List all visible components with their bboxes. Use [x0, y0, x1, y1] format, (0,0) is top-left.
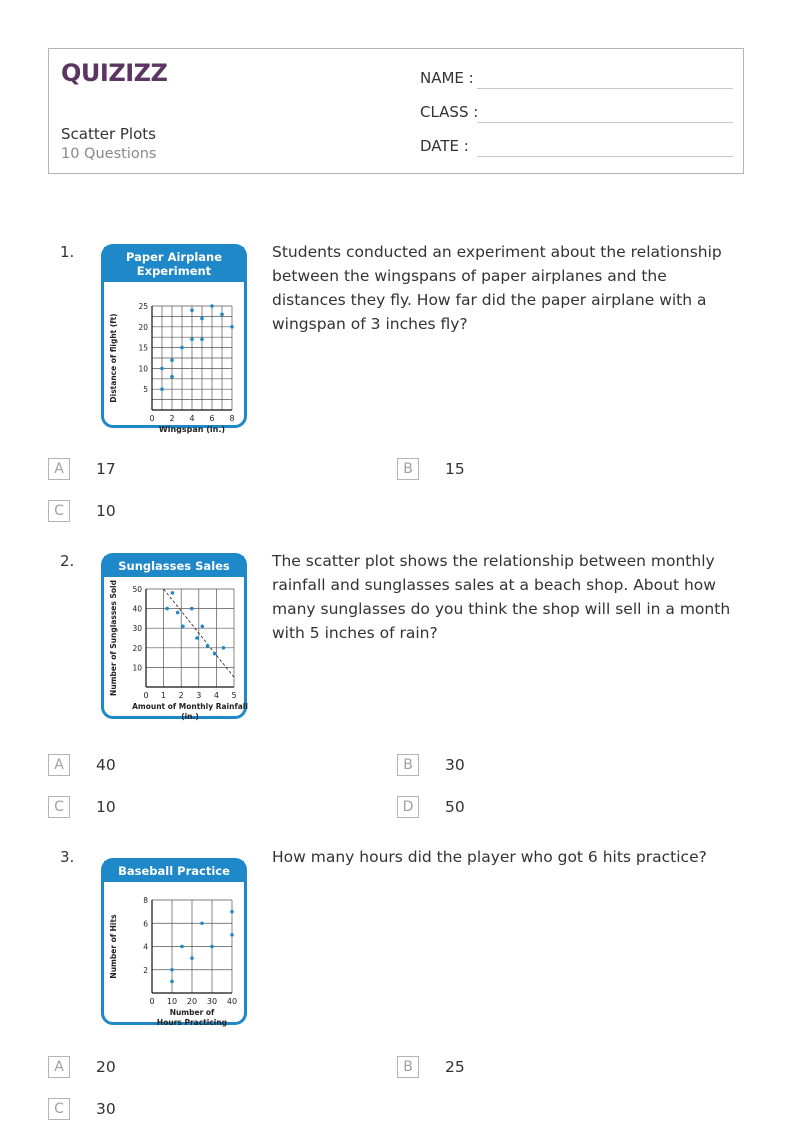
x-tick-label: 5	[231, 691, 237, 700]
y-tick-label: 50	[132, 585, 142, 594]
chart-card-baseball	[101, 858, 247, 1025]
x-tick-label: 4	[189, 414, 195, 423]
data-point	[210, 945, 214, 949]
x-axis-label-line2: Hours Practicing	[156, 1018, 228, 1027]
option-c-value[interactable]: 10	[96, 502, 116, 520]
x-axis-label-line2: (in.)	[181, 712, 199, 721]
chart-title: Baseball Practice	[104, 861, 244, 882]
y-tick-label: 6	[143, 919, 148, 929]
option-c-value[interactable]: 30	[96, 1100, 116, 1118]
data-point	[222, 646, 226, 650]
x-tick-label: 30	[206, 997, 218, 1006]
data-point	[170, 980, 174, 984]
x-tick-label: 1	[161, 691, 167, 700]
option-a-value[interactable]: 20	[96, 1058, 116, 1076]
question-number: 2.	[60, 552, 75, 570]
x-tick-label: 8	[229, 414, 235, 423]
data-point	[200, 337, 204, 341]
option-c-box[interactable]: C	[48, 1098, 70, 1120]
class-label: CLASS :	[420, 103, 479, 121]
x-tick-label: 4	[213, 691, 219, 700]
x-tick-label: 6	[209, 414, 215, 423]
data-point	[230, 933, 234, 937]
y-tick-label: 4	[143, 942, 148, 952]
data-point	[200, 317, 204, 321]
chart-card-sunglasses	[101, 553, 247, 719]
data-point	[195, 636, 199, 640]
data-point	[176, 611, 180, 615]
scatter-chart-paper-airplane	[104, 282, 244, 432]
worksheet-header	[48, 48, 744, 174]
date-line	[477, 156, 733, 157]
option-b-box[interactable]: B	[397, 1056, 419, 1078]
data-point	[190, 607, 194, 611]
data-point	[170, 375, 174, 379]
x-tick-label: 3	[196, 691, 202, 700]
question-number: 3.	[60, 848, 75, 866]
name-label: NAME :	[420, 69, 474, 87]
scatter-chart-baseball	[104, 882, 244, 1029]
chart-card-paper-airplane	[101, 244, 247, 434]
y-tick-label: 20	[132, 643, 142, 653]
option-a-box[interactable]: A	[48, 458, 70, 480]
question-count: 10 Questions	[61, 146, 157, 162]
date-field[interactable]	[420, 137, 469, 155]
x-tick-label: 10	[166, 997, 178, 1006]
option-b-value[interactable]: 25	[445, 1058, 465, 1076]
option-b-box[interactable]: B	[397, 458, 419, 480]
y-tick-label: 10	[138, 364, 148, 374]
chart-title: Sunglasses Sales	[104, 556, 244, 577]
data-point	[160, 367, 164, 371]
data-point	[210, 304, 214, 308]
y-tick-label: 25	[138, 302, 148, 311]
scatter-chart-sunglasses	[104, 577, 248, 723]
question-text: Students conducted an experiment about the relationship between the wingspans of paper airplanes and the distances they fly. How far did the paper airplane with a wingspan of 3 inches fly?	[272, 243, 722, 333]
data-point	[206, 644, 210, 648]
option-a-box[interactable]: A	[48, 1056, 70, 1078]
question-number: 1.	[60, 243, 75, 261]
option-c-box[interactable]: C	[48, 500, 70, 522]
data-point	[201, 624, 205, 628]
y-tick-label: 30	[132, 624, 142, 634]
data-point	[190, 308, 194, 312]
x-axis-label: Amount of Monthly Rainfall	[132, 702, 248, 711]
option-c-value[interactable]: 10	[96, 798, 116, 816]
data-point	[190, 337, 194, 341]
data-point	[230, 910, 234, 914]
y-tick-label: 10	[132, 663, 142, 673]
worksheet-title: Scatter Plots	[61, 125, 156, 143]
data-point	[160, 387, 164, 391]
name-line	[477, 88, 733, 89]
option-b-value[interactable]: 30	[445, 756, 465, 774]
data-point	[170, 358, 174, 362]
data-point	[180, 346, 184, 350]
y-axis-label: Number of Hits	[109, 914, 118, 979]
option-d-value[interactable]: 50	[445, 798, 465, 816]
x-tick-label: 0	[149, 414, 155, 423]
class-field[interactable]	[420, 103, 478, 121]
y-tick-label: 15	[138, 343, 148, 353]
y-tick-label: 8	[143, 896, 148, 905]
data-point	[180, 945, 184, 949]
question-text: How many hours did the player who got 6 hits practice?	[272, 848, 707, 866]
option-d-box[interactable]: D	[397, 796, 419, 818]
x-tick-label: 2	[178, 691, 184, 700]
data-point	[220, 313, 224, 317]
option-b-box[interactable]: B	[397, 754, 419, 776]
y-axis-label: Distance of flight (ft)	[109, 313, 118, 403]
y-tick-label: 5	[143, 385, 148, 395]
option-c-box[interactable]: C	[48, 796, 70, 818]
name-field[interactable]	[420, 69, 474, 87]
data-point	[213, 652, 217, 656]
x-tick-label: 2	[169, 414, 175, 423]
x-tick-label: 20	[186, 997, 198, 1006]
y-axis-label: Number of Sunglasses Sold	[109, 580, 118, 696]
option-b-value[interactable]: 15	[445, 460, 465, 478]
option-a-box[interactable]: A	[48, 754, 70, 776]
data-point	[230, 325, 234, 329]
chart-title: Paper Airplane Experiment	[104, 247, 244, 282]
data-point	[200, 921, 204, 925]
x-axis-label: Wingspan (in.)	[158, 425, 226, 434]
y-tick-label: 40	[132, 604, 142, 614]
x-tick-label: 40	[226, 997, 238, 1006]
data-point	[170, 968, 174, 972]
data-point	[181, 624, 185, 628]
option-a-value[interactable]: 17	[96, 460, 116, 478]
date-label: DATE :	[420, 137, 469, 155]
data-point	[190, 956, 194, 960]
y-tick-label: 2	[143, 965, 148, 975]
question-text: The scatter plot shows the relationship between monthly rainfall and sunglasses sales at a beach shop. About how many sunglasses do you think the shop will sell in a month with 5 inches of rain?	[272, 552, 731, 642]
quizizz-logo: QUIZIZZ	[61, 59, 168, 87]
class-line	[477, 122, 733, 123]
option-a-value[interactable]: 40	[96, 756, 116, 774]
x-tick-label: 0	[143, 691, 149, 700]
x-axis-label: Number of	[169, 1008, 215, 1017]
data-point	[171, 591, 175, 595]
data-point	[165, 607, 169, 611]
x-tick-label: 0	[149, 997, 155, 1006]
y-tick-label: 20	[138, 322, 148, 332]
